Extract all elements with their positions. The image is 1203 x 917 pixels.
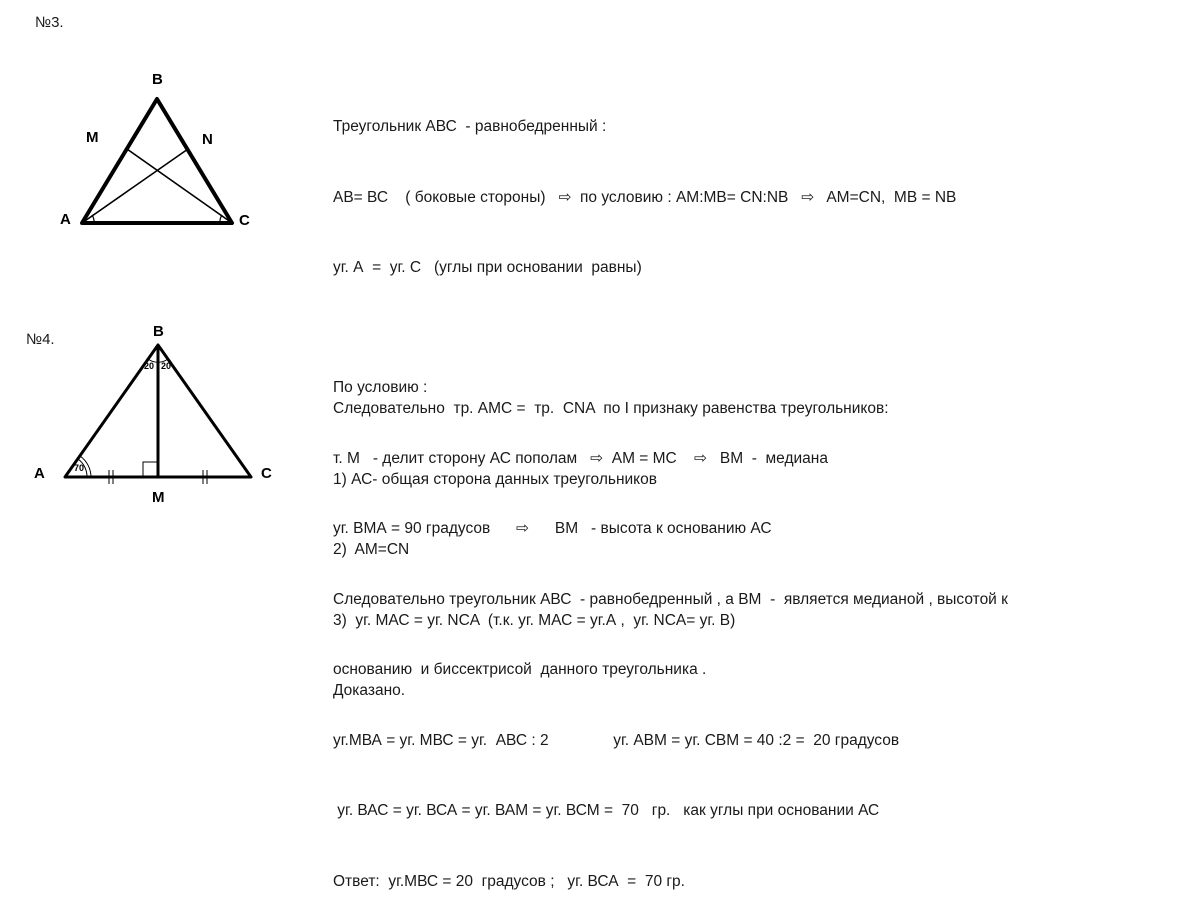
angle-label-b-right: 20 [161,361,172,371]
solution-line: Треугольник АВС - равнобедренный : [333,118,607,135]
solution-line: По условию : [333,379,428,396]
solution-line: Доказано. [333,682,406,699]
problem4-triangle-figure [25,318,290,513]
solution-line: Ответ: уг.МВС = 20 градусов ; уг. ВСА = 70 гр. [333,872,685,890]
segment-cm [127,149,232,223]
solution-line: АВ= ВС ( боковые стороны) ⇨ по условию : АМ:МВ= CN:NB ⇨ AM=CN, MB = NB [333,188,957,206]
label-n: N [202,131,213,148]
solution-line: уг. ВАС = уг. ВСА = уг. ВАМ = уг. ВСМ = 70 гр. как углы при основании АС [333,802,880,819]
solution-line: т. М - делит сторону АС пополам ⇨ АМ = МС ⇨ ВМ - медиана [333,449,828,467]
solution-line: 2) AM=CN [333,541,410,558]
label-a: A [34,465,45,482]
label-m: M [152,489,165,506]
problem4-solution [333,329,1008,917]
solution-line: 3) уг. МАС = уг. NCA (т.к. уг. МАС = уг.А , уг. NCA= уг. В) [333,611,736,629]
problem4-number: №4. [26,331,55,348]
label-c: C [261,465,272,482]
triangle-abc [82,99,232,223]
label-m: M [86,129,99,146]
segment-an [82,149,188,223]
angle-label-b-left: 20 [144,361,155,371]
solution-line: Следовательно треугольник АВС - равнобедренный , а ВМ - является медианой , высотой к [333,590,1008,608]
label-b: B [152,71,163,88]
angle-label-a: 70 [74,463,85,473]
solution-line: уг. А = уг. С (углы при основании равны) [333,259,642,276]
label-c: C [239,212,250,229]
solution-line: Следовательно тр. АМС = тр. CNA по I признаку равенства треугольников: [333,400,889,417]
right-angle-mark [143,462,158,477]
solution-line: уг. ВМА = 90 градусов ⇨ ВМ - высота к основанию АС [333,520,772,537]
label-b: B [153,323,164,340]
solution-line: основанию и биссектрисой данного треугольника . [333,661,707,678]
problem3-number: №3. [35,14,64,31]
problem3-triangle-figure [50,62,270,242]
label-a: A [60,211,71,228]
solution-line: 1) АС- общая сторона данных треугольников [333,470,657,488]
solution-line: уг.МВА = уг. МВС = уг. АВС : 2 уг. АВМ = уг. СВМ = 40 :2 = 20 градусов [333,731,900,749]
